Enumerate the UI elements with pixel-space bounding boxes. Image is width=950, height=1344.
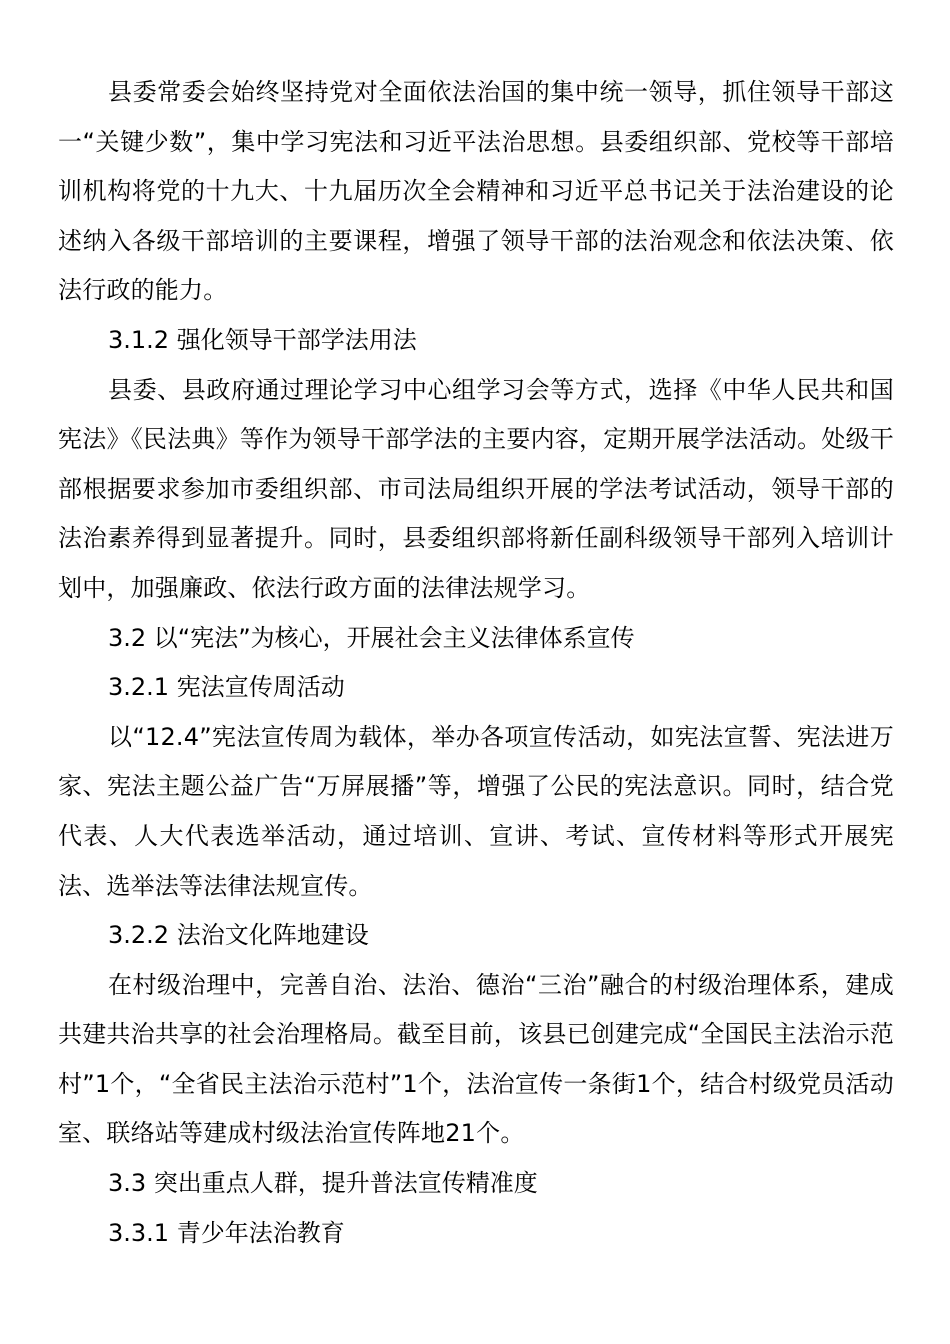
heading-3-2: 3.2 以“宪法”为核心，开展社会主义法律体系宣传 [108, 623, 635, 652]
heading-3-2-2: 3.2.2 法治文化阵地建设 [108, 921, 369, 950]
paragraph-leader-law-learning: 县委、县政府通过理论学习中心组学习会等方式，选择《中华人民共和国宪法》《民法典》等作为领导干部学法的主要内容，定期开展学法活动。处级干部根据要求参加市委组织部、市司法局组织开展的学法考试活动，领导干部的法治素养得到显著提升。同时，县委组织部将新任副科级领导干部列入培训计划中，加强廉政、依法行政方面的法律法规学习。 [58, 375, 894, 602]
heading-3-2-1: 3.2.1 宪法宣传周活动 [108, 673, 345, 702]
document-page [58, 68, 894, 1258]
heading-3-3-1: 3.3.1 青少年法治教育 [108, 1218, 345, 1247]
heading-3-3: 3.3 突出重点人群，提升普法宣传精准度 [108, 1169, 538, 1198]
paragraph-leadership-study: 县委常委会始终坚持党对全面依法治国的集中统一领导，抓住领导干部这一“关键少数”，集中学习宪法和习近平法治思想。县委组织部、党校等干部培训机构将党的十九大、十九届历次全会精神和习近平总书记关于法治建设的论述纳入各级干部培训的主要课程，增强了领导干部的法治观念和依法决策、依法行政的能力。 [58, 78, 894, 305]
heading-3-1-2: 3.1.2 强化领导干部学法用法 [108, 325, 417, 354]
paragraph-rule-of-law-culture: 在村级治理中，完善自治、法治、德治“三治”融合的村级治理体系，建成共建共治共享的社会治理格局。截至目前，该县已创建完成“全国民主法治示范村”1个，“全省民主法治示范村”1个，法治宣传一条街1个，结合村级党员活动室、联络站等建成村级法治宣传阵地21个。 [58, 970, 894, 1148]
paragraph-constitution-week: 以“12.4”宪法宣传周为载体，举办各项宣传活动，如宪法宣誓、宪法进万家、宪法主题公益广告“万屏展播”等，增强了公民的宪法意识。同时，结合党代表、人大代表选举活动，通过培训、宣讲、考试、宣传材料等形式开展宪法、选举法等法律法规宣传。 [58, 722, 894, 900]
